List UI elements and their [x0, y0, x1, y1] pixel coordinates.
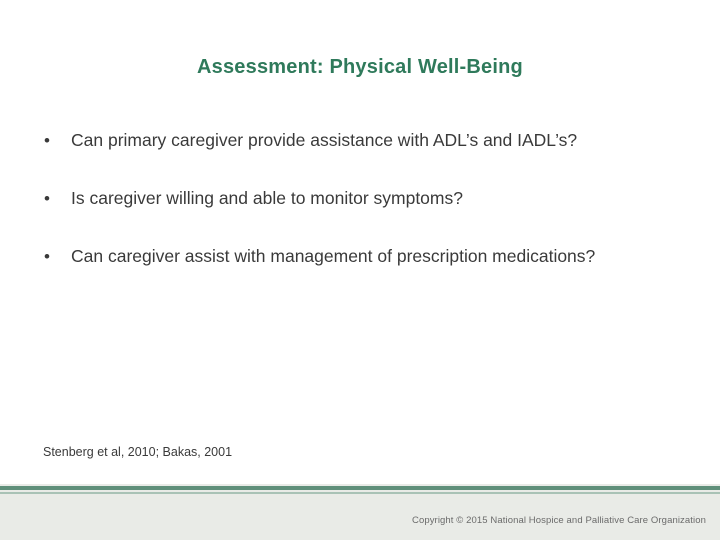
- bullet-marker: •: [44, 247, 50, 266]
- copyright-text: Copyright © 2015 National Hospice and Palliative Care Organization: [411, 515, 706, 526]
- bullet-item: [44, 188, 704, 246]
- footer-divider-line-thin: [0, 492, 720, 494]
- slide-title: Assessment: Physical Well-Being: [197, 56, 523, 78]
- bullet-marker: •: [44, 189, 50, 208]
- bullet-list: [44, 130, 704, 304]
- bullet-item: [44, 246, 704, 304]
- bullet-text: Can caregiver assist with management of prescription medications?: [71, 246, 596, 266]
- bullet-text: Is caregiver willing and able to monitor symptoms?: [71, 188, 463, 208]
- bullet-item: [44, 130, 704, 188]
- bullet-marker: •: [44, 131, 50, 150]
- footer-divider-line: [0, 486, 720, 490]
- citation-text: Stenberg et al, 2010; Bakas, 2001: [43, 445, 233, 459]
- bullet-text: Can primary caregiver provide assistance with ADL’s and IADL’s?: [71, 130, 578, 150]
